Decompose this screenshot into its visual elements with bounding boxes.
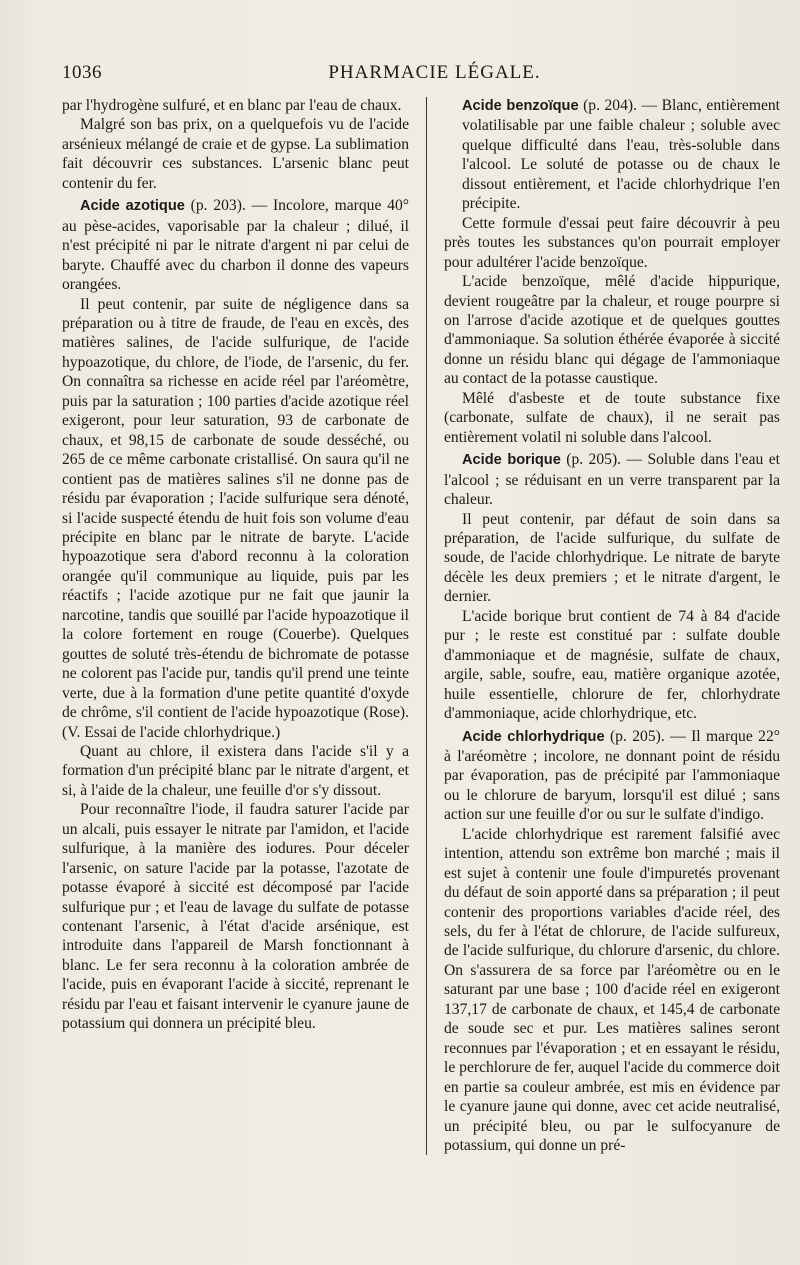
running-title: PHARMACIE LÉGALE.	[328, 62, 541, 83]
entry-heading: Acide azotique	[80, 198, 185, 215]
entry-acide-chlorhydrique	[444, 727, 780, 825]
paragraph: par l'hydrogène sulfuré, et en blanc par l'eau de chaux.	[62, 97, 402, 114]
paragraph: Quant au chlore, il existera dans l'acide s'il y a formation d'un précipité blanc par le nitrate d'argent, et si, à l'aide de la chaleur, une feuille d'or s'y dissout.	[62, 742, 409, 799]
left-column	[62, 96, 409, 1034]
entry-body: (p. 205). — Soluble dans l'eau et l'alcool ; se réduisant en un verre transparent par la chaleur.	[444, 451, 780, 509]
paragraph: Il peut contenir, par défaut de soin dans sa préparation, de l'acide sulfurique, du sulfate de soude, de l'acide chlorhydrique. Le nitrate de baryte décèle les deux premiers ; et le nitrate d'argent, le dernier.	[444, 510, 780, 606]
paragraph: L'acide chlorhydrique est rarement falsifié avec intention, attendu son extrême bon marché ; mais il est sujet à contenir une foule d'impuretés provenant du défaut de soin apporté dans sa préparation ; il peut contenir des proportions variables d'acide réel, des sels, du fer à l'état de chlorure, de l'acide sulfureux, de l'acide sulfurique, du chlorure d'arsenic, du chlore. On s'assurera de sa force par l'aréomètre ou en le saturant par une base ; 100 d'acide réel en exigeront 137,17 de carbonate de chaux, et 145,4 de carbonate de soude sec et pur. Les matières salines seront reconnues par l'évaporation ; et en essayant le résidu, le perchlorure de fer, auquel l'acide du commerce doit en partie sa couleur ambrée, est mis en évidence par le cyanure jaune qui donne, avec cet acide neutralisé, un précipité bleu, ou par le sulfocyanure de potassium, qui donne un pré-	[444, 825, 780, 1155]
column-divider	[426, 97, 427, 1155]
entry-heading: Acide borique	[462, 452, 561, 469]
paragraph: Cette formule d'essai peut faire découvrir à peu près toutes les substances qu'on pourrait employer pour adultérer l'acide benzoïque.	[444, 214, 780, 271]
entry-body: (p. 203). — Incolore, marque 40° au pèse-acides, vaporisable par la chaleur ; dilué, il n'est précipité ni par le nitrate d'argent ni par celui de baryte. Chauffé avec du charbon il donne des vapeurs orangées.	[62, 197, 409, 294]
page-number: 1036	[62, 62, 102, 83]
right-column	[444, 96, 780, 1155]
entry-body: (p. 204). — Blanc, entièrement volatilisable par une faible chaleur ; soluble avec quelque difficulté dans l'eau, très-soluble dans l'alcool. Le soluté de potasse ou de chaux le dissout entièrement, et l'acide chlorhydrique l'en précipite.	[462, 97, 781, 213]
entry-acide-benzoique	[444, 96, 780, 214]
entry-heading: Acide chlorhydrique	[462, 728, 605, 745]
entry-heading: Acide benzoïque	[462, 98, 579, 114]
paragraph: Malgré son bas prix, on a quelquefois vu de l'acide arsénieux mélangé de craie et de gypse. La sublimation fait découvrir ces substances. L'arsenic blanc peut contenir du fer.	[62, 116, 409, 192]
paragraph: Pour reconnaître l'iode, il faudra saturer l'acide par un alcali, puis essayer le nitrate par l'amidon, et l'acide sulfurique, à la manière des iodures. Pour déceler l'arsenic, on sature l'acide par la potasse, l'azotate de potasse évaporé à siccité est décomposé par l'acide sulfurique pur ; et l'eau de lavage du sulfate de potasse contenant l'arsenic, à l'état d'acide arsénique, est introduite dans l'appareil de Marsh fonctionnant à blanc. Le fer sera reconnu à la coloration ambrée de l'acide, puis en évaporant l'acide à siccité, reprenant le résidu par l'eau et faisant intervenir le cyanure jaune de potassium qui donnera un précipité bleu.	[62, 801, 409, 1033]
paragraph: L'acide benzoïque, mêlé d'acide hippurique, devient rougeâtre par la chaleur, et rouge pourpre si on l'arrose d'acide azotique et de quelques gouttes d'ammoniaque. Sa solution éthérée évaporée à siccité donne un résidu blanc qui dégage de l'ammoniaque au contact de la potasse caustique.	[444, 273, 780, 388]
paragraph: Il peut contenir, par suite de négligence dans sa préparation ou à titre de fraude, de l'eau en excès, des matières salines, de l'acide sulfurique, de l'acide hypoazotique, du chlore, de l'iode, de l'arsenic, du fer. On connaîtra sa richesse en acide réel par l'aréomètre, puis par la saturation ; 100 parties d'acide azotique réel exigeront, pour leur saturation, 93 de carbonate de chaux, et 98,15 de carbonate de soude desséché, ou 265 de ce même carbonate cristallisé. On saura qu'il ne contient pas de matières salines s'il ne donne pas de résidu par évaporation ; l'acide sulfurique sera dénoté, si l'acide suspecté étendu de huit fois son volume d'eau précipite en blanc par le nitrate de baryte. L'acide hypoazotique sera d'abord reconnu à la coloration orangée qu'il communique au liquide, puis par les réactifs ; l'acide azotique pur ne fait que jaunir la narcotine, tandis que souillé par l'acide hypoazotique il la colore fortement en rouge (Couerbe). Quelques gouttes de soluté très-étendu de bichromate de potasse ne colorent pas l'acide pur, tandis qu'il prend une teinte verte, due à la formation d'une petite quantité d'oxyde de chrôme, s'il contient de l'acide hypoazotique (Rose). (V. Essai de l'acide chlorhydrique.)	[62, 295, 409, 741]
paragraph: Mêlé d'asbeste et de toute substance fixe (carbonate, sulfate de chaux), il ne serait pas entièrement volatil ni soluble dans l'alcool.	[444, 389, 780, 446]
page-header	[62, 62, 777, 88]
entry-acide-borique	[444, 450, 780, 509]
entry-acide-azotique	[62, 196, 409, 294]
paragraph: L'acide borique brut contient de 74 à 84 d'acide pur ; le reste est constitué par : sulfate double d'ammoniaque et de magnésie, sulfate de chaux, argile, sable, soufre, eau, matière organique azotée, huile essentielle, chlorure de fer, chlorhydrate d'ammoniaque, acide chlorhydrique, etc.	[444, 607, 780, 723]
entry-body: (p. 205). — Il marque 22° à l'aréomètre ; incolore, ne donnant point de résidu par évaporation, pas de précipité par l'ammoniaque ou le chlorure de baryum, lorsqu'il est dilué ; sans action sur une feuille d'or ou sur le sulfate d'indigo.	[444, 727, 780, 824]
